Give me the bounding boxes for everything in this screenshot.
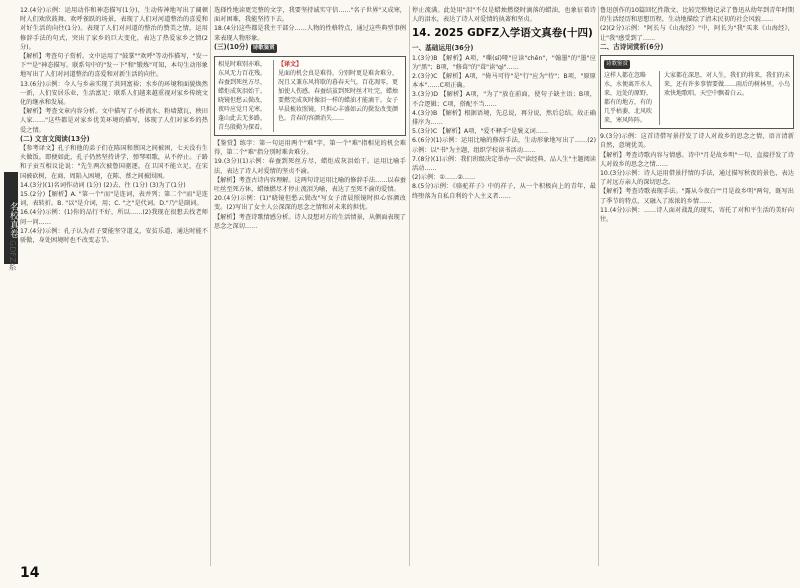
translation-title: 【译文】 bbox=[278, 61, 303, 69]
answer-paragraph: 17.(4分)示例：孔子认为君子要能坚守道义，安贫乐道，通达时能不骄傲，身处困境时也不改变志节。 bbox=[20, 227, 208, 245]
poem-translation bbox=[278, 60, 402, 132]
answer-paragraph: 4.(3分)B 【解析】根据语境，先总说，再分说，然后总结，故正确排序为…… bbox=[412, 109, 596, 127]
answer-paragraph: 7.(8分)(1)示例：我们班级决定举办一次"读经典、品人生"主题阅读活动…… bbox=[412, 155, 596, 173]
section-heading: (二) 文言文阅读(13分) bbox=[20, 134, 90, 143]
section-tag: 诗歌鉴赏 bbox=[251, 44, 277, 53]
column-divider bbox=[598, 6, 599, 566]
analysis-paragraph: 【解析】考查诗歌表现手法。"露从今夜白""月是故乡明"两句，既写出了季节的特点，又融入了浓浓的乡情…… bbox=[600, 188, 794, 205]
analysis-paragraph: 【解析】考查古诗内容理解。这两句诗运用比喻的修辞手法……以春蚕吐丝至死方休，蜡烛燃尽才停止流泪为喻，表达了至死不渝的爱情。 bbox=[214, 176, 406, 194]
section-heading bbox=[214, 43, 406, 53]
answer-paragraph: 2.(3分)C 【解析】A项，"倚马可待"是"行"应为"待"；B项，"原原本本"……C项正确。 bbox=[412, 73, 596, 90]
answer-paragraph: 选择性地读更完整的文字，我要坚持诚实守信……"名子世界"又成寒，面对困难，我能坚持下去。 bbox=[214, 7, 406, 24]
answer-paragraph: 14.(3分)(1)名词作动词 (1分) (2)去、往 (1分) (3)为了(1分) bbox=[20, 181, 186, 189]
appreciation-paragraph: 【鉴赏】练字：第一句运用两个"难"字，第一个"难"指相见的机会难得，第二个"难"指分别时难舍难分。 bbox=[214, 140, 406, 157]
answer-paragraph: 18.(4分)这些都是我主干部分……人物的性格特点，通过这些典型事例来表现人物形象。 bbox=[214, 25, 406, 42]
answer-paragraph: 8.(5分)示例：《骆驼祥子》中的祥子，从一个积极向上的青年，最终堕落为自私自利的个人主义者…… bbox=[412, 183, 596, 200]
answer-paragraph: (2)示例：①……②…… bbox=[412, 174, 476, 182]
answer-paragraph: 11.(4分)示例：……诗人面对战乱的现实，寄托了对和平生活的美好向往。 bbox=[600, 206, 794, 224]
section-label: 二、古诗词赏析(6分) bbox=[600, 42, 664, 51]
section-tag: 诗歌鉴赏 bbox=[604, 60, 630, 69]
answer-paragraph: (2)(2分)示例："阿长与《山海经》"中，阿长为"我"买来《山海经》，让"我"感受到了…… bbox=[600, 25, 794, 42]
answer-paragraph: 3.(3分)D 【解析】A项，"为了"放在前面，使句子缺主语；B项，不合逻辑；C项，搭配不当…… bbox=[412, 91, 596, 108]
answer-paragraph: 20.(4分)示例：(1)"晓镜但愁云鬓改"写女子清晨照镜时担心容颜改变。(2)写出了女主人公深深的思念之情和对未来的担忧。 bbox=[214, 195, 406, 212]
answer-paragraph: 15.(2分)【解析】A. "第一个"而"是连词，表并列；第二个"而"是连词，表转折。B. "以"是介词，用；C. "之"是代词。D."乃"是副词。 bbox=[20, 191, 208, 208]
column-divider bbox=[409, 6, 410, 566]
answer-paragraph: 鲁迅创作的10篇回忆性散文，比较完整地记录了鲁迅从幼年到青年时期的生活经历和思想历程，生动地描绘了清末民初的社会风貌…… bbox=[600, 7, 794, 24]
column-4 bbox=[600, 6, 794, 582]
side-tab-sub-label: GDFZ系 bbox=[8, 240, 17, 271]
answer-paragraph: 19.(3分)(1)示例：春蚕到死丝方尽，蜡炬成灰泪始干。运用比喻手法，表达了诗人对爱情的坚贞不渝。 bbox=[214, 158, 406, 175]
poem-translation: 大家都在深思，对人生，我们的将来，我们的未来，还有许多事情要做……雨后的树林里，小鸟欢快地歌唱，天空中飘着白云。 bbox=[664, 72, 791, 98]
column-2 bbox=[214, 6, 406, 561]
poem-box bbox=[214, 56, 406, 136]
answer-paragraph: 10.(3分)示例：诗人运用借景抒情的手法，通过描写秋夜的景色，表达了对远方亲人的深切思念。 bbox=[600, 170, 794, 187]
answer-paragraph: 12.(4分)示例：运用动作和神态描写(1分)，生动传神地写出了阔顿时人们欢欣鼓舞、欢呼雀跃的场景，表现了人们对河道整治的喜爱和对好生活的向往(1分)。表现了人们对河道的整治的赞美之情，运用修辞手法的句式，突出了家乡的巨大变化，表达了热爱家乡之情(2分)。 bbox=[20, 7, 208, 51]
poem-text: 这样人都在忽略水，水便离开水人来，远处的原野，都有的地方，有的几乎枯萎，北风吹来，寒风阵阵。 bbox=[604, 71, 660, 125]
analysis-paragraph: 【解析】考查诗歌情感分析。诗人设想对方的生活情景，从侧面表现了思念之深切…… bbox=[214, 213, 406, 230]
section-label: (三)(10分) bbox=[214, 42, 249, 51]
poem-box bbox=[600, 55, 794, 129]
answer-paragraph: 5.(3分)C 【解析】A项，"爱不释手"是褒义词…… bbox=[412, 128, 549, 136]
answer-paragraph: 9.(3分)示例：这首诗借写景抒发了诗人对故乡的思念之情，语言清新自然，意境优美。 bbox=[600, 133, 794, 150]
exam-title: 14. 2025 GDFZ入学语文真卷(十四) bbox=[412, 27, 593, 40]
column-1 bbox=[20, 6, 208, 554]
section-heading bbox=[600, 43, 794, 52]
analysis-paragraph: 【解析】考查诗歌内容与情感。诗中"月是故乡明"一句，直接抒发了诗人对故乡的思念之情…… bbox=[600, 151, 794, 168]
translation-paragraph: 【参考译文】孔子和他的弟子们在陈国和蔡国之间被困，七天没有生火做饭。即便如此，孔子仍然坚持讲学，弹琴唱歌，从不停止。子路和子贡互相议论说："先生两次被鲁国驱逐，在卫国不能立足，在宋国被砍树，在商、周陷入困境，在陈、蔡之间被围困。 bbox=[20, 145, 208, 180]
poem-text: 相见时难别亦难，东风无力百花残。春蚕到死丝方尽，蜡炬成灰泪始干。晓镜但愁云鬓改，夜吟应觉月光寒。蓬山此去无多路，青鸟殷勤为探看。 bbox=[218, 60, 274, 132]
answer-paragraph: 1.(3分)B 【解析】A项，"嘶(sī)哑"应读"chēn"，"翰墨"的"墨"应为"黑"；B项，"修葺"的"葺"读"qì"…… bbox=[412, 54, 596, 71]
answer-paragraph: 6.(6分)(1)示例：运用比喻的修辞手法，生动形象地写出了……(2)示例：以"书"为主题，组织学校读书活动…… bbox=[412, 137, 596, 154]
column-3 bbox=[412, 6, 596, 574]
answer-paragraph: 停止流满。此处用"泪"不仅是蜡烛燃烧时滴落的蜡油，也象征着诗人的泪水，表达了诗人对爱情的执著和坚贞。 bbox=[412, 7, 596, 24]
answer-paragraph: 16.(4分)示例：(1)你的品行不好，所以……(2)我现在很想去找老师问一问…… bbox=[20, 209, 208, 226]
page-number: 14 bbox=[20, 565, 40, 581]
analysis-paragraph: 【解析】考查文章内容分析。文中描写了小桥流水、粉墙黛瓦，秧田人家……"这些都是对家乡优美环境的描写，体现了人们对家乡的热爱之情。 bbox=[20, 108, 208, 134]
answer-paragraph: 13.(6分)示例：今人与乡亲实现了共同富裕；水乡的环境和面貌焕然一新，人们安居乐业，生活富足；联系人们越来越重视对家乡传统文化的继承和发展。 bbox=[20, 80, 208, 107]
column-divider bbox=[210, 6, 211, 566]
analysis-paragraph: 【解析】考查句子赏析。文中运用了"鼓掌""欢呼"等动作描写，"发一下""是"神态描写。联系句中的"发一下"和"锻炼"可知，本句生动形象地写出了人们对河道整治的喜爱和对新生活的向往。 bbox=[20, 53, 208, 79]
translation-text: 见面的机会真是难得，分别时更是难舍难分，况且又兼东风将歇的暮春天气，百花凋零，更加使人伤感。春蚕结茧到死时丝才吐完，蜡烛要燃完成灰时像泪一样的蜡油才能滴干。女子早晨梳妆照镜，只担心丰盛如云的鬓发改变颜色，青春的容颜消失…… bbox=[278, 70, 399, 123]
side-tab-label: 名校真卷 bbox=[4, 172, 18, 264]
section-heading: 一、基础运用(36分) bbox=[412, 44, 474, 53]
